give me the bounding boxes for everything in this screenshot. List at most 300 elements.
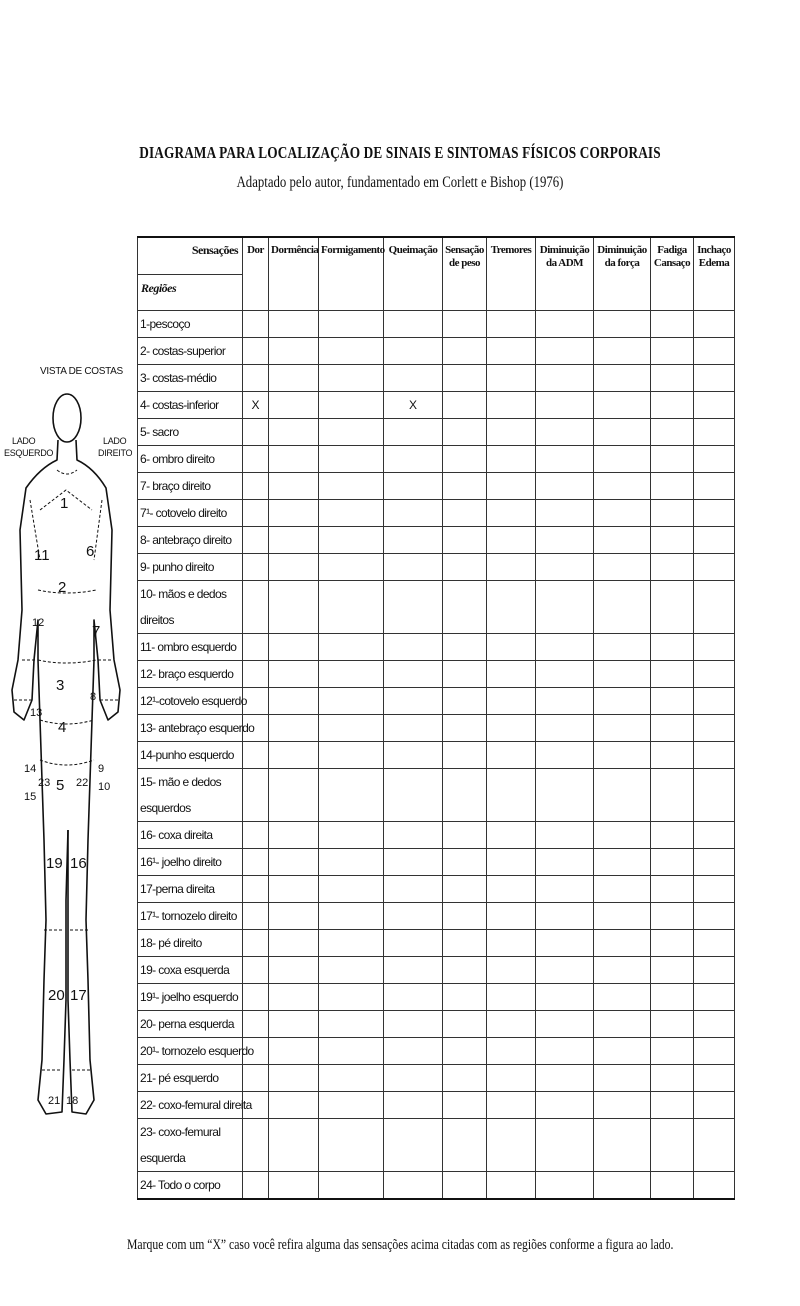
- symptom-cell[interactable]: [651, 1065, 694, 1092]
- symptom-cell[interactable]: [487, 392, 536, 419]
- symptom-cell[interactable]: [243, 446, 269, 473]
- symptom-cell[interactable]: [443, 715, 487, 742]
- symptom-cell[interactable]: [651, 903, 694, 930]
- symptom-cell[interactable]: [487, 473, 536, 500]
- symptom-cell[interactable]: [594, 1065, 651, 1092]
- symptom-cell[interactable]: [269, 365, 319, 392]
- symptom-cell[interactable]: [384, 849, 443, 876]
- symptom-cell[interactable]: [384, 715, 443, 742]
- symptom-cell[interactable]: [384, 1172, 443, 1200]
- symptom-cell[interactable]: [243, 419, 269, 446]
- symptom-cell[interactable]: [487, 634, 536, 661]
- symptom-cell[interactable]: [594, 661, 651, 688]
- symptom-cell[interactable]: [536, 634, 594, 661]
- symptom-cell[interactable]: [694, 500, 735, 527]
- symptom-cell[interactable]: [487, 500, 536, 527]
- symptom-cell[interactable]: [694, 715, 735, 742]
- symptom-cell[interactable]: [319, 984, 384, 1011]
- symptom-cell[interactable]: [487, 338, 536, 365]
- symptom-cell[interactable]: [487, 311, 536, 338]
- symptom-cell[interactable]: [536, 1092, 594, 1119]
- symptom-cell[interactable]: [487, 984, 536, 1011]
- symptom-cell[interactable]: [651, 930, 694, 957]
- symptom-cell[interactable]: [594, 930, 651, 957]
- symptom-cell[interactable]: [487, 527, 536, 554]
- symptom-cell[interactable]: [694, 1092, 735, 1119]
- symptom-cell[interactable]: [694, 930, 735, 957]
- symptom-cell[interactable]: [651, 581, 694, 634]
- symptom-cell[interactable]: [651, 446, 694, 473]
- symptom-cell[interactable]: [319, 446, 384, 473]
- symptom-cell[interactable]: [243, 554, 269, 581]
- symptom-cell[interactable]: [651, 500, 694, 527]
- symptom-cell[interactable]: [269, 1038, 319, 1065]
- symptom-cell[interactable]: [384, 688, 443, 715]
- symptom-cell[interactable]: [269, 338, 319, 365]
- symptom-cell[interactable]: [594, 446, 651, 473]
- symptom-cell[interactable]: [651, 1038, 694, 1065]
- symptom-cell[interactable]: [536, 849, 594, 876]
- symptom-cell[interactable]: [269, 769, 319, 822]
- symptom-cell[interactable]: [487, 742, 536, 769]
- symptom-cell[interactable]: [651, 1172, 694, 1200]
- symptom-cell[interactable]: [536, 957, 594, 984]
- symptom-cell[interactable]: [594, 1038, 651, 1065]
- symptom-cell[interactable]: [269, 849, 319, 876]
- symptom-cell[interactable]: [651, 392, 694, 419]
- symptom-cell[interactable]: [319, 527, 384, 554]
- symptom-cell[interactable]: [243, 930, 269, 957]
- symptom-cell[interactable]: [651, 984, 694, 1011]
- symptom-cell[interactable]: [319, 1065, 384, 1092]
- symptom-cell[interactable]: [269, 930, 319, 957]
- symptom-cell[interactable]: [694, 903, 735, 930]
- symptom-cell[interactable]: [651, 419, 694, 446]
- symptom-cell[interactable]: [694, 554, 735, 581]
- column-header: Diminuição da força: [594, 237, 651, 311]
- symptom-cell[interactable]: [319, 930, 384, 957]
- symptom-cell[interactable]: [443, 822, 487, 849]
- symptom-cell[interactable]: [319, 500, 384, 527]
- symptom-cell[interactable]: X: [243, 392, 269, 419]
- symptom-cell[interactable]: [319, 365, 384, 392]
- symptom-cell[interactable]: [443, 392, 487, 419]
- symptom-cell[interactable]: [487, 1119, 536, 1172]
- symptom-cell[interactable]: [269, 688, 319, 715]
- symptom-cell[interactable]: [487, 688, 536, 715]
- symptom-cell[interactable]: [487, 930, 536, 957]
- symptom-cell[interactable]: [594, 903, 651, 930]
- symptom-cell[interactable]: [269, 742, 319, 769]
- symptom-cell[interactable]: [487, 1011, 536, 1038]
- symptom-cell[interactable]: [384, 365, 443, 392]
- symptom-cell[interactable]: [536, 527, 594, 554]
- symptom-cell[interactable]: [651, 822, 694, 849]
- symptom-cell[interactable]: [443, 446, 487, 473]
- symptom-cell[interactable]: [487, 1038, 536, 1065]
- symptom-cell[interactable]: [384, 500, 443, 527]
- symptom-cell[interactable]: [651, 715, 694, 742]
- symptom-cell[interactable]: [319, 419, 384, 446]
- symptom-cell[interactable]: [594, 769, 651, 822]
- symptom-cell[interactable]: [694, 527, 735, 554]
- symptom-cell[interactable]: [694, 1119, 735, 1172]
- symptom-cell[interactable]: [443, 365, 487, 392]
- symptom-cell[interactable]: [487, 1092, 536, 1119]
- symptom-cell[interactable]: [443, 903, 487, 930]
- symptom-cell[interactable]: [243, 661, 269, 688]
- symptom-cell[interactable]: [384, 930, 443, 957]
- symptom-cell[interactable]: [243, 957, 269, 984]
- symptom-cell[interactable]: [651, 688, 694, 715]
- symptom-cell[interactable]: [651, 554, 694, 581]
- symptom-cell[interactable]: [243, 769, 269, 822]
- symptom-cell[interactable]: [651, 634, 694, 661]
- symptom-cell[interactable]: [694, 634, 735, 661]
- symptom-cell[interactable]: [594, 1092, 651, 1119]
- symptom-cell[interactable]: [651, 957, 694, 984]
- symptom-cell[interactable]: [536, 822, 594, 849]
- symptom-cell[interactable]: [651, 365, 694, 392]
- symptom-cell[interactable]: [319, 822, 384, 849]
- symptom-cell[interactable]: [243, 1065, 269, 1092]
- symptom-cell[interactable]: [319, 903, 384, 930]
- symptom-cell[interactable]: [269, 392, 319, 419]
- symptom-cell[interactable]: [536, 715, 594, 742]
- symptom-cell[interactable]: [651, 1119, 694, 1172]
- symptom-cell[interactable]: [269, 957, 319, 984]
- symptom-cell[interactable]: [594, 849, 651, 876]
- symptom-cell[interactable]: [694, 581, 735, 634]
- symptom-cell[interactable]: [694, 984, 735, 1011]
- symptom-cell[interactable]: [694, 419, 735, 446]
- symptom-cell[interactable]: [319, 392, 384, 419]
- symptom-cell[interactable]: [694, 1038, 735, 1065]
- symptom-cell[interactable]: [269, 661, 319, 688]
- symptom-cell[interactable]: [269, 500, 319, 527]
- symptom-cell[interactable]: [536, 1038, 594, 1065]
- symptom-cell[interactable]: [694, 822, 735, 849]
- symptom-cell[interactable]: [594, 527, 651, 554]
- symptom-cell[interactable]: [319, 338, 384, 365]
- symptom-cell[interactable]: [384, 446, 443, 473]
- symptom-cell[interactable]: [487, 661, 536, 688]
- symptom-cell[interactable]: [319, 473, 384, 500]
- symptom-cell[interactable]: [384, 473, 443, 500]
- symptom-cell[interactable]: [443, 311, 487, 338]
- symptom-cell[interactable]: [384, 419, 443, 446]
- symptom-cell[interactable]: [384, 554, 443, 581]
- symptom-cell[interactable]: [651, 473, 694, 500]
- symptom-cell[interactable]: [694, 1065, 735, 1092]
- symptom-cell[interactable]: [269, 634, 319, 661]
- symptom-cell[interactable]: [243, 1172, 269, 1200]
- symptom-cell[interactable]: [536, 903, 594, 930]
- symptom-cell[interactable]: [487, 365, 536, 392]
- symptom-cell[interactable]: [243, 903, 269, 930]
- symptom-cell[interactable]: [443, 634, 487, 661]
- symptom-cell[interactable]: [443, 1011, 487, 1038]
- symptom-cell[interactable]: [269, 1119, 319, 1172]
- table-row: [138, 446, 735, 473]
- symptom-cell[interactable]: [694, 876, 735, 903]
- symptom-cell[interactable]: [443, 338, 487, 365]
- symptom-cell[interactable]: [694, 688, 735, 715]
- symptom-cell[interactable]: [384, 957, 443, 984]
- symptom-cell[interactable]: [319, 742, 384, 769]
- symptom-cell[interactable]: [487, 957, 536, 984]
- symptom-cell[interactable]: [269, 715, 319, 742]
- symptom-cell[interactable]: [594, 1011, 651, 1038]
- symptom-cell[interactable]: [536, 419, 594, 446]
- symptom-cell[interactable]: [384, 1038, 443, 1065]
- symptom-cell[interactable]: [487, 554, 536, 581]
- symptom-cell[interactable]: [443, 500, 487, 527]
- symptom-cell[interactable]: [594, 742, 651, 769]
- symptom-cell[interactable]: [319, 876, 384, 903]
- symptom-cell[interactable]: [269, 581, 319, 634]
- symptom-cell[interactable]: [694, 392, 735, 419]
- symptom-cell[interactable]: [243, 473, 269, 500]
- symptom-cell[interactable]: [443, 1038, 487, 1065]
- symptom-cell[interactable]: [536, 876, 594, 903]
- symptom-cell[interactable]: [594, 554, 651, 581]
- symptom-cell[interactable]: [269, 876, 319, 903]
- symptom-cell[interactable]: [384, 769, 443, 822]
- symptom-cell[interactable]: [651, 742, 694, 769]
- symptom-cell[interactable]: [651, 338, 694, 365]
- symptom-cell[interactable]: [594, 581, 651, 634]
- symptom-cell[interactable]: [487, 419, 536, 446]
- symptom-cell[interactable]: [319, 1011, 384, 1038]
- symptom-cell[interactable]: [443, 688, 487, 715]
- symptom-cell[interactable]: [443, 1119, 487, 1172]
- symptom-cell[interactable]: [443, 957, 487, 984]
- symptom-cell[interactable]: [536, 473, 594, 500]
- region-number: 8: [90, 691, 97, 703]
- symptom-cell[interactable]: [269, 1092, 319, 1119]
- symptom-cell[interactable]: [319, 661, 384, 688]
- symptom-cell[interactable]: [536, 446, 594, 473]
- symptom-cell[interactable]: [243, 581, 269, 634]
- symptom-cell[interactable]: [443, 661, 487, 688]
- symptom-cell[interactable]: [443, 849, 487, 876]
- symptom-cell[interactable]: [443, 1065, 487, 1092]
- symptom-cell[interactable]: [243, 500, 269, 527]
- symptom-cell[interactable]: [536, 930, 594, 957]
- symptom-cell[interactable]: [651, 311, 694, 338]
- symptom-cell[interactable]: [594, 473, 651, 500]
- symptom-cell[interactable]: [651, 876, 694, 903]
- symptom-cell[interactable]: [269, 527, 319, 554]
- symptom-cell[interactable]: [443, 1172, 487, 1200]
- symptom-cell[interactable]: [536, 554, 594, 581]
- symptom-cell[interactable]: [694, 365, 735, 392]
- symptom-cell[interactable]: [384, 903, 443, 930]
- symptom-cell[interactable]: [536, 742, 594, 769]
- symptom-cell[interactable]: [319, 634, 384, 661]
- symptom-cell[interactable]: [487, 446, 536, 473]
- symptom-cell[interactable]: [443, 930, 487, 957]
- symptom-cell[interactable]: [384, 311, 443, 338]
- symptom-cell[interactable]: [651, 527, 694, 554]
- symptom-cell[interactable]: [319, 1038, 384, 1065]
- symptom-cell[interactable]: [384, 527, 443, 554]
- symptom-cell[interactable]: [443, 527, 487, 554]
- symptom-cell[interactable]: [536, 688, 594, 715]
- symptom-cell[interactable]: [269, 419, 319, 446]
- symptom-cell[interactable]: [443, 984, 487, 1011]
- symptom-cell[interactable]: [594, 1172, 651, 1200]
- symptom-cell[interactable]: [594, 365, 651, 392]
- symptom-cell[interactable]: [269, 311, 319, 338]
- symptom-cell[interactable]: [243, 984, 269, 1011]
- symptom-cell[interactable]: [536, 1065, 594, 1092]
- symptom-cell[interactable]: [269, 1172, 319, 1200]
- symptom-cell[interactable]: [443, 554, 487, 581]
- symptom-cell[interactable]: [651, 1011, 694, 1038]
- symptom-cell[interactable]: [384, 661, 443, 688]
- symptom-cell[interactable]: [319, 1092, 384, 1119]
- symptom-cell[interactable]: [269, 1065, 319, 1092]
- symptom-cell[interactable]: [443, 473, 487, 500]
- symptom-cell[interactable]: [384, 634, 443, 661]
- symptom-cell[interactable]: [243, 1119, 269, 1172]
- symptom-cell[interactable]: [243, 634, 269, 661]
- symptom-cell[interactable]: [243, 742, 269, 769]
- symptom-cell[interactable]: [694, 849, 735, 876]
- symptom-cell[interactable]: [594, 876, 651, 903]
- symptom-cell[interactable]: [384, 822, 443, 849]
- symptom-cell[interactable]: [694, 957, 735, 984]
- symptom-cell[interactable]: [694, 473, 735, 500]
- symptom-cell[interactable]: [384, 338, 443, 365]
- symptom-cell[interactable]: [594, 957, 651, 984]
- symptom-cell[interactable]: [536, 338, 594, 365]
- symptom-cell[interactable]: [384, 984, 443, 1011]
- symptom-cell[interactable]: [694, 661, 735, 688]
- symptom-cell[interactable]: [243, 876, 269, 903]
- symptom-cell[interactable]: [319, 1172, 384, 1200]
- symptom-cell[interactable]: [536, 769, 594, 822]
- symptom-cell[interactable]: [651, 1092, 694, 1119]
- symptom-cell[interactable]: [319, 957, 384, 984]
- symptom-cell[interactable]: [536, 1119, 594, 1172]
- symptom-cell[interactable]: [694, 1172, 735, 1200]
- symptom-cell[interactable]: [319, 715, 384, 742]
- symptom-cell[interactable]: [594, 984, 651, 1011]
- symptom-cell[interactable]: [536, 984, 594, 1011]
- symptom-cell[interactable]: [487, 822, 536, 849]
- symptom-cell[interactable]: [269, 1011, 319, 1038]
- symptom-cell[interactable]: [443, 1092, 487, 1119]
- symptom-cell[interactable]: [487, 876, 536, 903]
- symptom-cell[interactable]: [694, 338, 735, 365]
- symptom-cell[interactable]: [594, 822, 651, 849]
- symptom-cell[interactable]: [594, 634, 651, 661]
- symptom-cell[interactable]: [443, 769, 487, 822]
- symptom-cell[interactable]: [694, 1011, 735, 1038]
- symptom-cell[interactable]: [536, 500, 594, 527]
- symptom-cell[interactable]: [384, 1092, 443, 1119]
- symptom-cell[interactable]: [319, 581, 384, 634]
- symptom-cell[interactable]: [536, 311, 594, 338]
- symptom-cell[interactable]: [594, 688, 651, 715]
- symptom-cell[interactable]: [319, 1119, 384, 1172]
- symptom-cell[interactable]: [536, 581, 594, 634]
- symptom-cell[interactable]: [487, 769, 536, 822]
- symptom-cell[interactable]: [319, 311, 384, 338]
- symptom-cell[interactable]: [694, 742, 735, 769]
- symptom-cell[interactable]: [443, 581, 487, 634]
- symptom-cell[interactable]: [536, 365, 594, 392]
- symptom-cell[interactable]: [536, 661, 594, 688]
- symptom-cell[interactable]: [594, 338, 651, 365]
- symptom-cell[interactable]: [269, 984, 319, 1011]
- symptom-cell[interactable]: [384, 1119, 443, 1172]
- symptom-cell[interactable]: [487, 903, 536, 930]
- symptom-cell[interactable]: [269, 903, 319, 930]
- symptom-cell[interactable]: [651, 769, 694, 822]
- symptom-cell[interactable]: [384, 1011, 443, 1038]
- symptom-cell[interactable]: [269, 554, 319, 581]
- symptom-cell[interactable]: [443, 419, 487, 446]
- symptom-cell[interactable]: [487, 581, 536, 634]
- symptom-cell[interactable]: [269, 446, 319, 473]
- region-label: 10- mãos e dedos direitos: [138, 581, 243, 634]
- symptom-cell[interactable]: [319, 554, 384, 581]
- symptom-cell[interactable]: [269, 473, 319, 500]
- symptom-cell[interactable]: [243, 527, 269, 554]
- symptom-cell[interactable]: [694, 769, 735, 822]
- symptom-cell[interactable]: [243, 338, 269, 365]
- symptom-cell[interactable]: [594, 392, 651, 419]
- symptom-cell[interactable]: [384, 1065, 443, 1092]
- symptom-cell[interactable]: [243, 1011, 269, 1038]
- symptom-cell[interactable]: [487, 1065, 536, 1092]
- symptom-cell[interactable]: [384, 581, 443, 634]
- symptom-cell[interactable]: [594, 500, 651, 527]
- symptom-cell[interactable]: [384, 876, 443, 903]
- symptom-cell[interactable]: [487, 715, 536, 742]
- symptom-cell[interactable]: [243, 365, 269, 392]
- symptom-cell[interactable]: [269, 822, 319, 849]
- symptom-cell[interactable]: [243, 311, 269, 338]
- symptom-cell[interactable]: [487, 1172, 536, 1200]
- symptom-cell[interactable]: [651, 849, 694, 876]
- symptom-cell[interactable]: X: [384, 392, 443, 419]
- symptom-cell[interactable]: [536, 1011, 594, 1038]
- symptom-cell[interactable]: [594, 1119, 651, 1172]
- symptom-cell[interactable]: [694, 446, 735, 473]
- symptom-cell[interactable]: [536, 1172, 594, 1200]
- symptom-cell[interactable]: [443, 742, 487, 769]
- symptom-cell[interactable]: [319, 688, 384, 715]
- symptom-cell[interactable]: [243, 849, 269, 876]
- symptom-cell[interactable]: [594, 311, 651, 338]
- symptom-cell[interactable]: [594, 419, 651, 446]
- symptom-cell[interactable]: [651, 661, 694, 688]
- symptom-cell[interactable]: [319, 769, 384, 822]
- symptom-cell[interactable]: [319, 849, 384, 876]
- symptom-cell[interactable]: [694, 311, 735, 338]
- symptom-cell[interactable]: [487, 849, 536, 876]
- symptom-cell[interactable]: [536, 392, 594, 419]
- symptom-cell[interactable]: [243, 822, 269, 849]
- symptom-cell[interactable]: [384, 742, 443, 769]
- symptom-cell[interactable]: [443, 876, 487, 903]
- symptom-cell[interactable]: [594, 715, 651, 742]
